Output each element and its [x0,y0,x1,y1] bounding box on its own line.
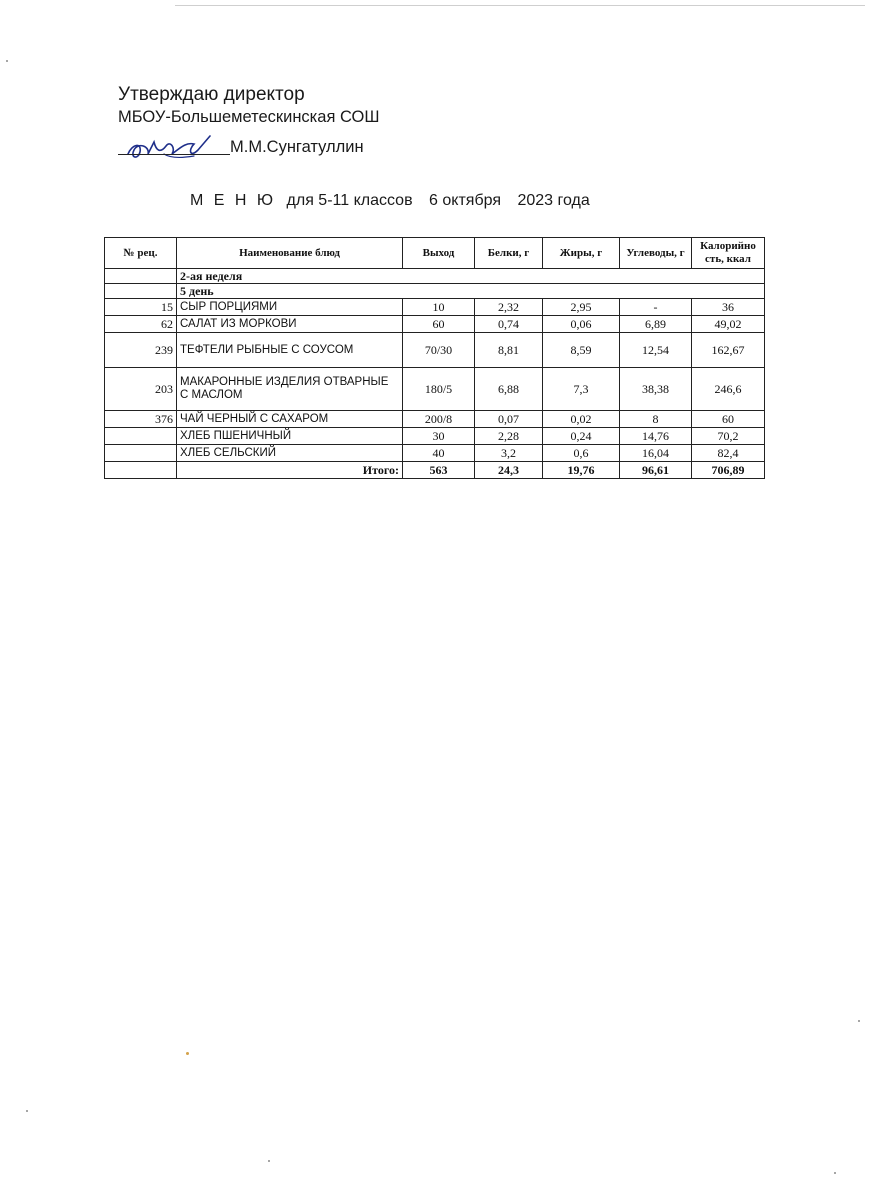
table-row [105,316,765,333]
fat-cell: 0,6 [543,445,620,462]
calories-cell: 36 [692,299,765,316]
table-row [105,333,765,368]
fat-cell: 7,3 [543,368,620,411]
recipe-number-cell: 62 [105,316,177,333]
menu-date: 6 октября [429,192,501,209]
header-protein: Белки, г [475,238,543,269]
table-header-row [105,238,765,269]
carbs-cell: 16,04 [620,445,692,462]
recipe-number-cell [105,428,177,445]
output-cell: 180/5 [403,368,475,411]
calories-cell: 60 [692,411,765,428]
recipe-number-cell: 239 [105,333,177,368]
table-row [105,411,765,428]
scan-edge-line [175,5,865,6]
scan-speck [6,60,8,62]
dish-name-cell: ХЛЕБ СЕЛЬСКИЙ [177,445,403,462]
signature-line [118,154,230,155]
scan-speck [268,1160,270,1162]
calories-cell: 162,67 [692,333,765,368]
school-name: МБОУ-Большеметескинская СОШ [118,108,380,126]
fat-cell: 2,95 [543,299,620,316]
protein-cell: 8,81 [475,333,543,368]
approval-title: Утверждаю директор [118,84,305,105]
director-name: М.М.Сунгатуллин [230,138,364,156]
fat-cell: 0,02 [543,411,620,428]
header-dish-name: Наименование блюд [177,238,403,269]
dish-name-cell: САЛАТ ИЗ МОРКОВИ [177,316,403,333]
recipe-number-cell: 203 [105,368,177,411]
day-row [105,284,765,299]
day-label: 5 день [177,284,765,299]
week-label: 2-ая неделя [177,269,765,284]
dish-name-cell: ТЕФТЕЛИ РЫБНЫЕ С СОУСОМ [177,333,403,368]
total-calories: 706,89 [692,462,765,479]
dish-name-cell: ХЛЕБ ПШЕНИЧНЫЙ [177,428,403,445]
total-fat: 19,76 [543,462,620,479]
protein-cell: 3,2 [475,445,543,462]
fat-cell: 8,59 [543,333,620,368]
table-row [105,368,765,411]
table-row [105,299,765,316]
scan-speck [834,1172,836,1174]
protein-cell: 0,74 [475,316,543,333]
header-recipe-number: № рец. [105,238,177,269]
output-cell: 70/30 [403,333,475,368]
dish-name-cell: ЧАЙ ЧЕРНЫЙ С САХАРОМ [177,411,403,428]
protein-cell: 6,88 [475,368,543,411]
table-row [105,445,765,462]
scan-speck [26,1110,28,1112]
carbs-cell: 6,89 [620,316,692,333]
recipe-number-cell: 376 [105,411,177,428]
calories-cell: 49,02 [692,316,765,333]
menu-year: 2023 года [517,192,590,209]
protein-cell: 2,32 [475,299,543,316]
total-row [105,462,765,479]
output-cell: 200/8 [403,411,475,428]
carbs-cell: 8 [620,411,692,428]
menu-word: М Е Н Ю [190,192,277,209]
signature-icon [120,128,238,168]
menu-title [190,192,602,210]
output-cell: 40 [403,445,475,462]
total-carbs: 96,61 [620,462,692,479]
scan-speck [858,1020,860,1022]
header-output: Выход [403,238,475,269]
recipe-number-cell [105,445,177,462]
recipe-number-cell: 15 [105,299,177,316]
protein-cell: 0,07 [475,411,543,428]
calories-cell: 70,2 [692,428,765,445]
carbs-cell: 14,76 [620,428,692,445]
output-cell: 30 [403,428,475,445]
output-cell: 10 [403,299,475,316]
header-calories: Калорийно сть, ккал [692,238,765,269]
table-row [105,428,765,445]
week-row [105,269,765,284]
fat-cell: 0,24 [543,428,620,445]
total-output: 563 [403,462,475,479]
output-cell: 60 [403,316,475,333]
dish-name-cell: МАКАРОННЫЕ ИЗДЕЛИЯ ОТВАРНЫЕ С МАСЛОМ [177,368,403,411]
protein-cell: 2,28 [475,428,543,445]
total-label: Итого: [177,462,403,479]
scan-speck [186,1052,189,1055]
header-carbs: Углеводы, г [620,238,692,269]
menu-grades: для 5-11 классов [286,192,413,209]
calories-cell: 246,6 [692,368,765,411]
fat-cell: 0,06 [543,316,620,333]
dish-name-cell: СЫР ПОРЦИЯМИ [177,299,403,316]
calories-cell: 82,4 [692,445,765,462]
carbs-cell: 12,54 [620,333,692,368]
header-fat: Жиры, г [543,238,620,269]
carbs-cell: 38,38 [620,368,692,411]
total-protein: 24,3 [475,462,543,479]
carbs-cell: - [620,299,692,316]
menu-table [104,237,765,479]
